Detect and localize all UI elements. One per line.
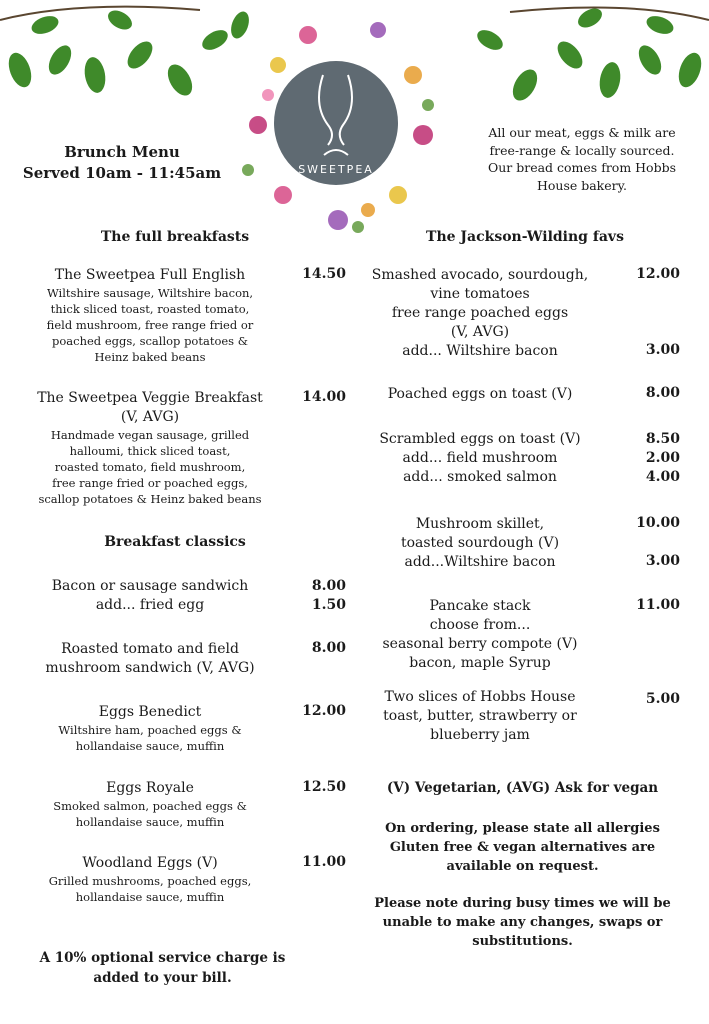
menu-item: Pancake stack choose from... seasonal berry compote (V) bacon, maple Syrup — [382, 598, 578, 671]
price: 3.00 — [645, 553, 680, 569]
menu-item: Eggs Benedict Wiltshire ham, poached eggs & hollandaise sauce, muffin — [58, 704, 242, 753]
classics-heading: Breakfast classics — [104, 534, 246, 550]
price: 14.50 — [302, 266, 346, 282]
full-breakfasts-heading: The full breakfasts — [100, 229, 250, 245]
price: 8.00 — [645, 385, 680, 401]
price: 11.00 — [302, 854, 346, 870]
menu-item: Roasted tomato and field mushroom sandwich (V, AVG) — [45, 641, 255, 676]
price: 3.00 — [645, 342, 680, 358]
menu-item: Mushroom skillet, toasted sourdough (V) add...Wiltshire bacon — [400, 516, 560, 570]
menu-item: Poached eggs on toast (V) — [387, 386, 573, 402]
price: 10.00 — [636, 515, 680, 531]
favs-heading: The Jackson-Wilding favs — [426, 229, 624, 245]
menu-item: The Sweetpea Full English Wiltshire sausage, Wiltshire bacon, thick sliced toast, roasted tomato, field mushroom, free range fried or poached eggs, scallop potatoes & Heinz baked beans — [46, 267, 254, 364]
dietary-legend: (V) Vegetarian, (AVG) Ask for vegan — [386, 780, 659, 796]
price: 8.00 1.50 — [311, 578, 346, 613]
menu-item: Scrambled eggs on toast (V) add... field mushroom add... smoked salmon — [379, 431, 581, 485]
menu-item: Eggs Royale Smoked salmon, poached eggs & hollandaise sauce, muffin — [53, 780, 247, 829]
sweetpea-logo — [228, 5, 448, 240]
price: 11.00 — [636, 597, 680, 613]
price: 12.00 — [636, 266, 680, 282]
price: 5.00 — [645, 691, 680, 707]
price: 8.50 2.00 4.00 — [645, 431, 680, 485]
menu-title: Brunch Menu Served 10am - 11:45am — [22, 143, 222, 182]
menu-item: The Sweetpea Veggie Breakfast (V, AVG) Handmade vegan sausage, grilled halloumi, thick sliced toast, roasted tomato, field mushroom, free range fried or poached eggs, scallop potatoes & Heinz baked beans — [37, 390, 263, 506]
price: 12.00 — [302, 703, 346, 719]
menu-item: Two slices of Hobbs House toast, butter, strawberry or blueberry jam — [383, 689, 577, 743]
price: 8.00 — [311, 640, 346, 656]
service-charge-note: A 10% optional service charge is added to your bill. — [39, 950, 286, 986]
menu-item: Woodland Eggs (V) Grilled mushrooms, poached eggs, hollandaise sauce, muffin — [48, 855, 252, 904]
price: 12.50 — [302, 779, 346, 795]
price: 14.00 — [302, 389, 346, 405]
menu-item: Smashed avocado, sourdough, vine tomatoes free range poached eggs (V, AVG) add... Wiltshire bacon — [371, 267, 589, 359]
sourcing-note: All our meat, eggs & milk are free-range & locally sourced. Our bread comes from Hobbs House bakery. — [487, 125, 676, 193]
busy-times-note: Please note during busy times we will be unable to make any changes, swaps or substitutions. — [374, 896, 671, 949]
menu-item: Bacon or sausage sandwich add... fried egg — [51, 578, 249, 613]
allergy-note: On ordering, please state all allergies Gluten free & vegan alternatives are available on request. — [385, 821, 660, 874]
svg-text:SWEETPEA: SWEETPEA — [298, 163, 374, 176]
